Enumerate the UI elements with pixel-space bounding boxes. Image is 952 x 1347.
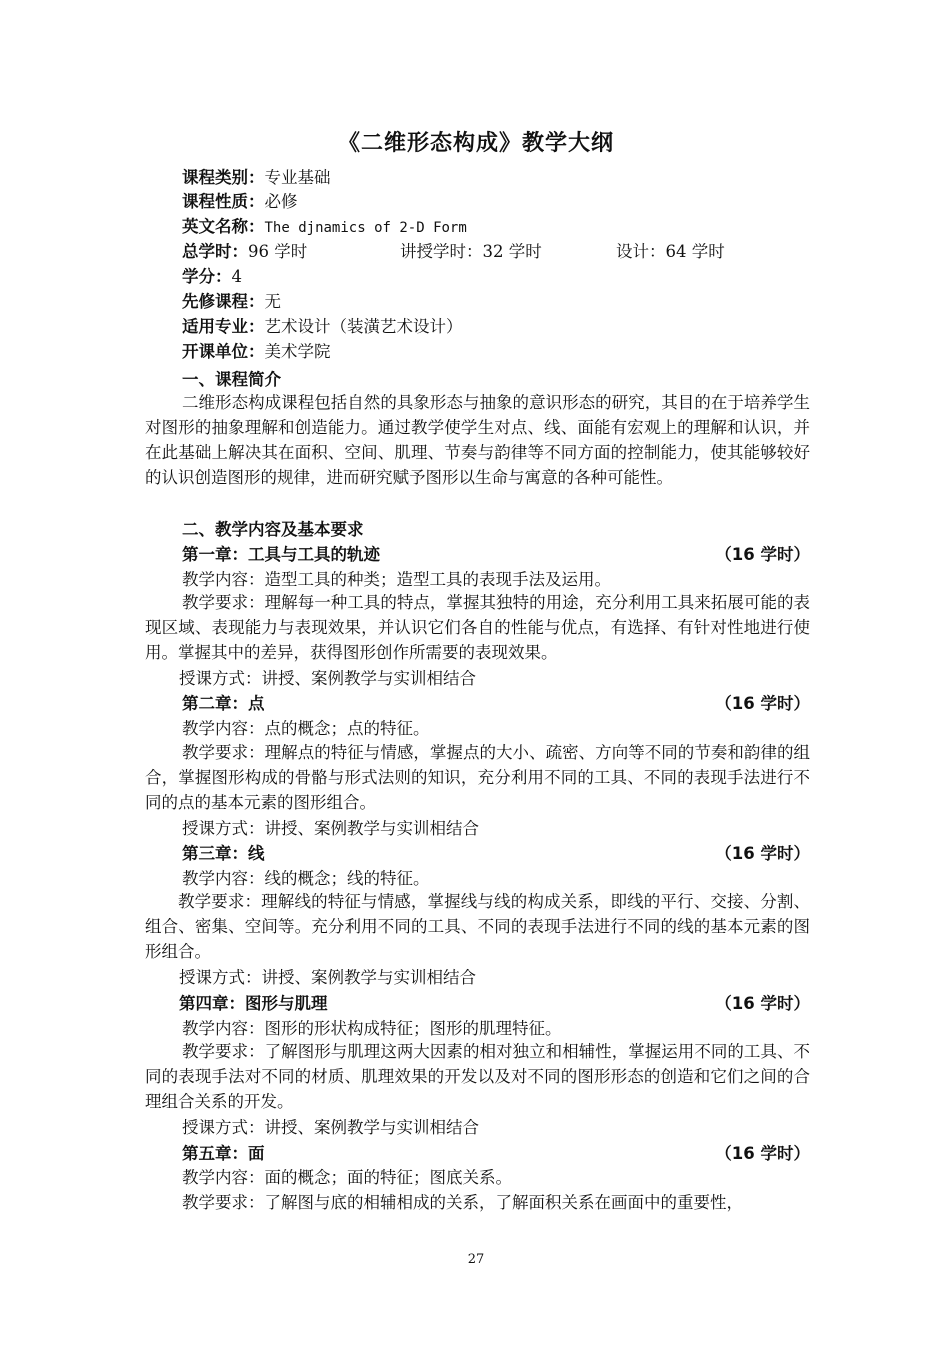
meta-prereq bbox=[182, 290, 281, 315]
meta-value: 4 bbox=[231, 267, 242, 286]
meta-english bbox=[182, 215, 467, 241]
chapter-heading bbox=[182, 840, 810, 864]
meta-label: 适用专业： bbox=[182, 317, 265, 336]
meta-category bbox=[182, 166, 331, 191]
page-number: 27 bbox=[467, 1252, 485, 1267]
meta-value: 无 bbox=[264, 292, 281, 311]
meta-label: 先修课程： bbox=[182, 292, 265, 311]
chapter-title: 第二章：点 bbox=[182, 694, 265, 713]
meta-unit bbox=[182, 340, 331, 365]
meta-label: 开课单位： bbox=[182, 342, 265, 361]
meta-label: 讲授学时： bbox=[400, 242, 483, 261]
chapter-title: 第一章：工具与工具的轨迹 bbox=[182, 545, 380, 564]
chapter-hours: （16 学时） bbox=[715, 994, 810, 1013]
meta-value: 必修 bbox=[264, 192, 298, 211]
chapter-heading bbox=[182, 541, 810, 565]
chapter-content: 教学内容：点的概念；点的特征。 bbox=[182, 719, 430, 738]
chapter-requirement: 教学要求：理解线的特征与情感，掌握线与线的构成关系，即线的平行、交接、分割、组合、密集、空间等。充分利用不同的工具、不同的表现手法进行不同的线的基本元素的图形组合。 bbox=[145, 892, 810, 961]
meta-value: 96 学时 bbox=[248, 242, 308, 261]
chapter-content: 教学内容：造型工具的种类；造型工具的表现手法及运用。 bbox=[182, 570, 611, 589]
chapter-title: 第三章：线 bbox=[182, 844, 265, 863]
meta-hours bbox=[182, 240, 725, 265]
meta-label: 英文名称： bbox=[182, 217, 265, 236]
chapter-method: 授课方式：讲授、案例教学与实训相结合 bbox=[179, 968, 476, 987]
chapter-heading bbox=[179, 990, 810, 1014]
chapter-hours: （16 学时） bbox=[715, 694, 810, 713]
chapter-heading bbox=[182, 690, 810, 714]
meta-value: 专业基础 bbox=[264, 168, 331, 187]
meta-label: 总学时： bbox=[182, 242, 248, 261]
chapter-hours: （16 学时） bbox=[715, 1144, 810, 1163]
meta-value: 64 学时 bbox=[665, 242, 725, 261]
meta-value: 艺术设计（装潢艺术设计） bbox=[264, 317, 463, 336]
chapter-requirement: 教学要求：了解图与底的相辅相成的关系，了解面积关系在画面中的重要性， bbox=[182, 1193, 743, 1212]
meta-label: 课程类别： bbox=[182, 168, 265, 187]
chapter-content: 教学内容：图形的形状构成特征；图形的肌理特征。 bbox=[182, 1019, 562, 1038]
chapter-title: 第四章：图形与肌理 bbox=[179, 994, 328, 1013]
meta-nature bbox=[182, 190, 298, 215]
chapter-requirement: 教学要求：了解图形与肌理这两大因素的相对独立和相辅性，掌握运用不同的工具、不同的表现手法对不同的材质、肌理效果的开发以及对不同的图形形态的创造和它们之间的合理组合关系的开发。 bbox=[145, 1042, 810, 1111]
chapter-method: 授课方式：讲授、案例教学与实训相结合 bbox=[182, 819, 479, 838]
chapter-content: 教学内容：面的概念；面的特征；图底关系。 bbox=[182, 1168, 512, 1187]
chapter-heading bbox=[182, 1140, 810, 1164]
meta-label: 设计： bbox=[616, 242, 666, 261]
chapter-hours: （16 学时） bbox=[715, 844, 810, 863]
meta-label: 课程性质： bbox=[182, 192, 265, 211]
meta-credit bbox=[182, 265, 242, 290]
meta-major bbox=[182, 315, 463, 340]
section-heading: 二、教学内容及基本要求 bbox=[182, 520, 364, 539]
chapter-content: 教学内容：线的概念；线的特征。 bbox=[182, 869, 430, 888]
chapter-title: 第五章：面 bbox=[182, 1144, 265, 1163]
chapter-hours: （16 学时） bbox=[715, 545, 810, 564]
meta-value: The djnamics of 2-D Form bbox=[264, 220, 467, 236]
course-intro: 二维形态构成课程包括自然的具象形态与抽象的意识形态的研究，其目的在于培养学生对图形的抽象理解和创造能力。通过教学使学生对点、线、面能有宏观上的理解和认识，并在此基础上解决其在面积、空间、肌理、节奏与韵律等不同方面的控制能力，使其能够较好的认识创造图形的规律，进而研究赋予图形以生命与寓意的各种可能性。 bbox=[145, 393, 810, 487]
meta-value: 美术学院 bbox=[264, 342, 331, 361]
section-heading: 一、课程简介 bbox=[182, 370, 281, 389]
chapter-requirement: 教学要求：理解点的特征与情感，掌握点的大小、疏密、方向等不同的节奏和韵律的组合，掌握图形构成的骨骼与形式法则的知识，充分利用不同的工具、不同的表现手法进行不同的点的基本元素的图形组合。 bbox=[145, 743, 810, 812]
chapter-method: 授课方式：讲授、案例教学与实训相结合 bbox=[179, 669, 476, 688]
meta-value: 32 学时 bbox=[482, 242, 542, 261]
chapter-method: 授课方式：讲授、案例教学与实训相结合 bbox=[182, 1118, 479, 1137]
document-title: 《二维形态构成》教学大纲 bbox=[337, 131, 614, 156]
meta-label: 学分： bbox=[182, 267, 232, 286]
chapter-requirement: 教学要求：理解每一种工具的特点，掌握其独特的用途，充分利用工具来拓展可能的表现区域、表现能力与表现效果，并认识它们各自的性能与优点，有选择、有针对性地进行使用。掌握其中的差异，获得图形创作所需要的表现效果。 bbox=[145, 593, 810, 662]
